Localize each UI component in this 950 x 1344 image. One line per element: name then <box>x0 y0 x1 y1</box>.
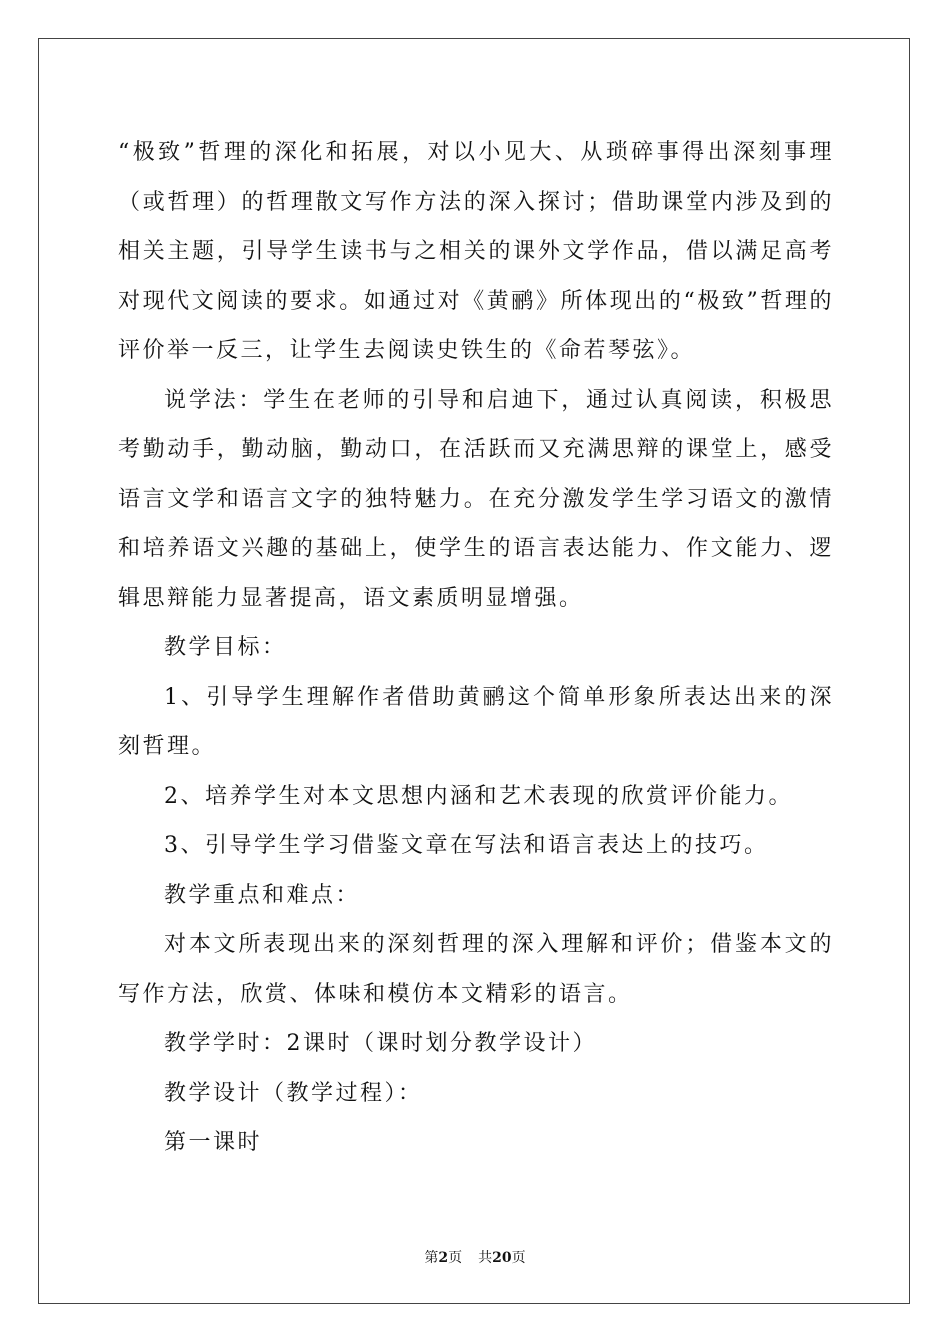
paragraph-4: 1、引导学生理解作者借助黄鹂这个简单形象所表达出来的深刻哲理。 <box>118 684 834 759</box>
paragraph-3: 教学目标： <box>164 635 287 660</box>
paragraph-1: “极致”哲理的深化和拓展，对以小见大、从琐碎事得出深刻事理（或哲理）的哲理散文写作方法的深入探讨；借助课堂内涉及到的相关主题，引导学生读书与之相关的课外文学作品，借以满足高考对现代文阅读的要求。如通过对《黄鹂》所体现出的“极致”哲理的评价举一反三，让学生去阅读史铁生的《命若琴弦》。 <box>118 140 834 363</box>
paragraph-8: 对本文所表现出来的深刻哲理的深入理解和评价；借鉴本文的写作方法，欣赏、体味和模仿本文精彩的语言。 <box>118 932 834 1007</box>
paragraph-2: 说学法：学生在老师的引导和启迪下，通过认真阅读，积极思考勤动手，勤动脑，勤动口，在活跃而又充满思辩的课堂上，感受语言文学和语言文字的独特魅力。在充分激发学生学习语文的激情和培养语文兴趣的基础上，使学生的语言表达能力、作文能力、逻辑思辩能力显著提高，语文素质明显增强。 <box>118 387 834 611</box>
page-prefix: 第 <box>424 1250 439 1266</box>
paragraph-6: 3、引导学生学习借鉴文章在写法和语言表达上的技巧。 <box>164 833 769 858</box>
page-suffix: 页 <box>448 1250 463 1266</box>
page-footer <box>0 1247 950 1267</box>
paragraph-7: 教学重点和难点： <box>164 882 361 908</box>
paragraph-5: 2、培养学生对本文思想内涵和艺术表现的欣赏评价能力。 <box>164 783 793 809</box>
paragraph-11: 第一课时 <box>164 1130 263 1155</box>
document-body <box>118 128 834 1168</box>
total-prefix: 共 <box>478 1250 493 1266</box>
paragraph-10: 教学设计（教学过程）： <box>164 1080 423 1106</box>
total-suffix: 页 <box>511 1250 526 1266</box>
page-number: 2 <box>438 1250 449 1266</box>
total-pages: 20 <box>492 1250 512 1266</box>
paragraph-9: 教学学时：2课时（课时划分教学设计） <box>164 1031 597 1056</box>
